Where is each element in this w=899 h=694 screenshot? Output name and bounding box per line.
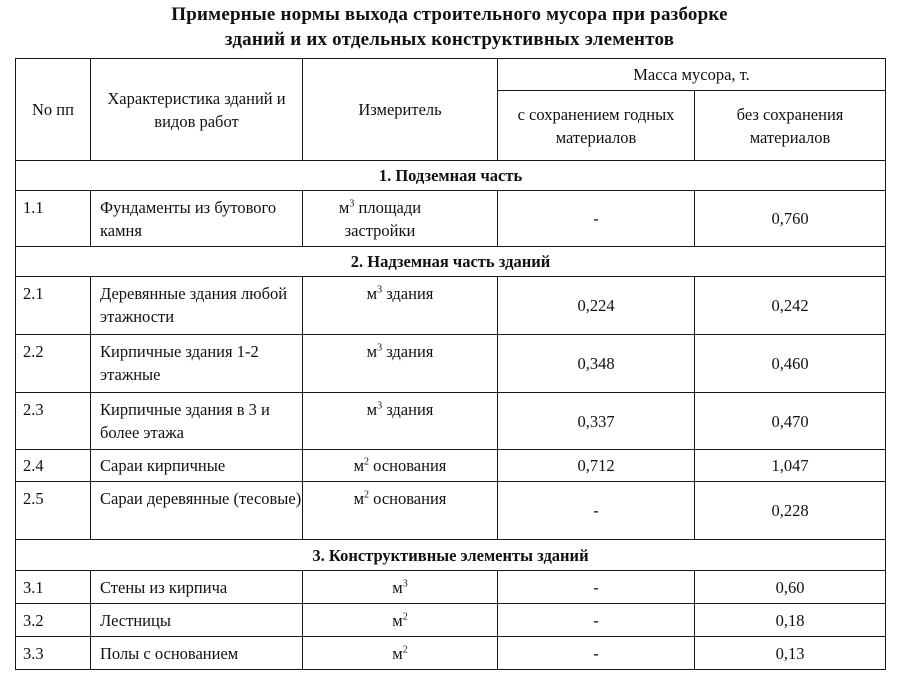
row-with-salvage: - (498, 604, 695, 637)
unit-exponent: 2 (402, 611, 408, 622)
header-no: No пп (16, 59, 91, 161)
unit-base: м (366, 284, 378, 303)
row-with-salvage: - (498, 191, 695, 247)
table-row (16, 571, 886, 604)
unit-exponent: 2 (402, 644, 408, 655)
row-with-salvage: - (498, 482, 695, 540)
row-description: Лестницы (91, 604, 303, 637)
table-row (16, 335, 886, 393)
row-with-salvage: - (498, 637, 695, 670)
row-unit (303, 637, 498, 670)
unit-rest: здания (382, 400, 434, 419)
row-number: 3.3 (16, 637, 91, 670)
row-with-salvage: 0,337 (498, 393, 695, 450)
unit-base: м (353, 489, 365, 508)
row-number: 3.1 (16, 571, 91, 604)
document-title (0, 2, 899, 52)
row-description: Сараи кирпичные (91, 450, 303, 482)
unit-exponent: 3 (402, 578, 408, 589)
header-row-1 (16, 59, 886, 91)
row-without-salvage: 0,242 (695, 277, 886, 335)
row-description: Фундаменты из бутового камня (91, 191, 303, 247)
row-description: Полы с основанием (91, 637, 303, 670)
unit-exponent: 2 (364, 489, 370, 501)
table-row (16, 191, 886, 247)
unit-base: м (366, 342, 378, 361)
row-without-salvage: 0,460 (695, 335, 886, 393)
row-number: 2.3 (16, 393, 91, 450)
row-with-salvage: 0,348 (498, 335, 695, 393)
row-without-salvage: 1,047 (695, 450, 886, 482)
row-description: Деревянные здания любой этажности (91, 277, 303, 335)
row-with-salvage: 0,712 (498, 450, 695, 482)
row-description: Кирпичные здания 1-2 этажные (91, 335, 303, 393)
row-without-salvage: 0,18 (695, 604, 886, 637)
header-without-salvage: без сохранения материалов (695, 91, 886, 161)
title-line-1: Примерные нормы выхода строительного мусора при разборке (171, 4, 728, 25)
unit-base: м (392, 577, 403, 597)
unit-base: м (353, 456, 365, 475)
row-with-salvage: - (498, 571, 695, 604)
row-unit (303, 482, 498, 540)
row-number: 2.4 (16, 450, 91, 482)
table-row (16, 277, 886, 335)
row-without-salvage: 0,13 (695, 637, 886, 670)
unit-rest: основания (369, 456, 447, 475)
table-row (16, 637, 886, 670)
row-unit (303, 604, 498, 637)
section-row (16, 247, 886, 277)
header-characteristic: Характеристика зданий и видов работ (91, 59, 303, 161)
row-description: Сараи деревянные (тесовые) (91, 482, 303, 540)
row-unit (303, 277, 498, 335)
row-description: Кирпичные здания в 3 и более этажа (91, 393, 303, 450)
row-number: 2.1 (16, 277, 91, 335)
section-title: 2. Надземная часть зданий (16, 247, 886, 277)
row-without-salvage: 0,470 (695, 393, 886, 450)
unit-rest: здания (382, 342, 434, 361)
section-row (16, 540, 886, 571)
unit-rest: основания (369, 489, 447, 508)
row-unit (303, 450, 498, 482)
table-row (16, 482, 886, 540)
section-title: 3. Конструктивные элементы зданий (16, 540, 886, 571)
header-unit: Измеритель (303, 59, 498, 161)
unit-base: м (366, 400, 378, 419)
row-with-salvage: 0,224 (498, 277, 695, 335)
row-unit (303, 393, 498, 450)
row-without-salvage: 0,60 (695, 571, 886, 604)
debris-norms-table (15, 58, 886, 670)
header-mass: Масса мусора, т. (498, 59, 886, 91)
unit-exponent: 3 (377, 284, 383, 296)
row-number: 1.1 (16, 191, 91, 247)
table-row (16, 604, 886, 637)
unit-exponent: 2 (364, 456, 370, 468)
unit-rest: площади застройки (344, 198, 422, 240)
row-number: 3.2 (16, 604, 91, 637)
title-line-2: зданий и их отдельных конструктивных элементов (224, 29, 675, 50)
unit-base: м (338, 198, 350, 217)
table-row (16, 393, 886, 450)
section-row (16, 161, 886, 191)
row-unit (303, 335, 498, 393)
table-row (16, 450, 886, 482)
row-number: 2.2 (16, 335, 91, 393)
row-unit (303, 191, 498, 247)
unit-base: м (392, 610, 403, 630)
row-without-salvage: 0,760 (695, 191, 886, 247)
header-with-salvage: с сохранением годных материалов (498, 91, 695, 161)
unit-base: м (392, 643, 403, 663)
unit-exponent: 3 (377, 400, 383, 412)
row-without-salvage: 0,228 (695, 482, 886, 540)
row-unit (303, 571, 498, 604)
unit-exponent: 3 (377, 342, 383, 354)
row-description: Стены из кирпича (91, 571, 303, 604)
unit-exponent: 3 (349, 198, 355, 210)
row-number: 2.5 (16, 482, 91, 540)
section-title: 1. Подземная часть (16, 161, 886, 191)
unit-rest: здания (382, 284, 434, 303)
